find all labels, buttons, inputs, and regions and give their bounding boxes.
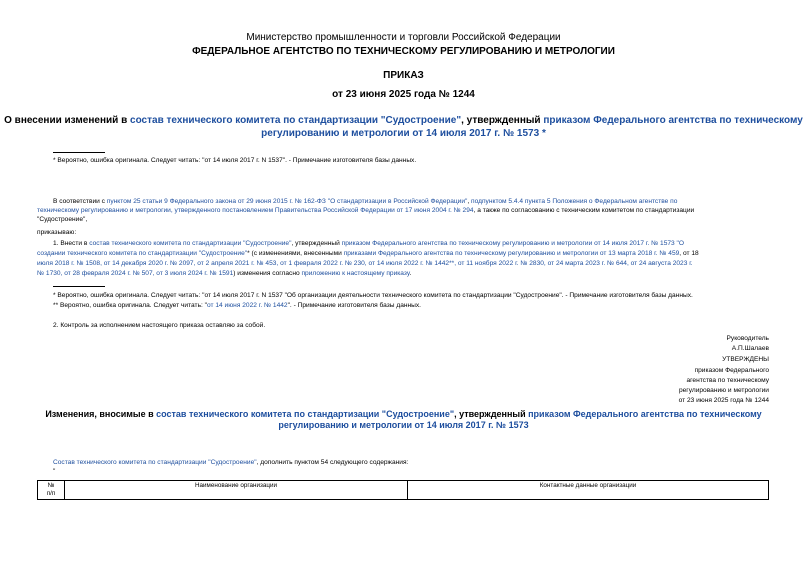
item1-text-3: * (с изменениями, внесенными bbox=[247, 250, 344, 257]
link-order-1442[interactable]: от 14 июня 2022 г. № 1442 bbox=[207, 302, 288, 309]
col-number-sublabel: п/п bbox=[46, 490, 56, 497]
link-appendix[interactable]: приложению к настоящему приказу bbox=[301, 270, 410, 277]
footnote-divider bbox=[53, 152, 105, 153]
change-instruction-text: , дополнить пунктом 54 следующего содержания: bbox=[256, 459, 409, 466]
approval-line4: регулированию и метрологии bbox=[678, 387, 769, 394]
title-link-order[interactable]: приказом Федерального агентства по техническому bbox=[543, 115, 803, 126]
link-law-162fz[interactable]: пунктом 25 статьи 9 Федерального закона от 29 июня 2015 г. № 162-ФЗ "О стандартизации в Российской Федерации" bbox=[106, 198, 468, 205]
col-number-header bbox=[38, 481, 65, 500]
signature-position: Руководитель bbox=[726, 335, 769, 342]
footnote-mid-1: * Вероятно, ошибка оригинала. Следует читать: "от 14 июля 2017 г. N 1537 "Об организации деятельности технического комитета по стандартизации "Судостроение". - Примечание изготовителя базы данных. bbox=[53, 292, 693, 299]
ministry-name: Министерство промышленности и торговли Российской Федерации bbox=[246, 32, 561, 43]
title-mid: , утвержденный bbox=[461, 115, 544, 126]
col-number-label: № bbox=[47, 482, 55, 489]
link-committee-composition-2[interactable]: Состав технического комитета по стандартизации "Судостроение" bbox=[53, 459, 257, 466]
item1-text-5: ) изменения согласно bbox=[233, 270, 302, 277]
footnote-divider-2 bbox=[53, 286, 105, 287]
link-amendments-list[interactable]: июля 2018 г. № 1508, от 14 декабря 2020 г. № 2097, от 2 апреля 2021 г. № 453, от 1 февраля 2022 г. № 230, от 14 июля 2022 г. № 1442**, от 11 ноября 2022 г. № 2830, от 24 марта 2023 г. № 644, от 24 августа 2023 г. bbox=[37, 260, 693, 267]
footnote-top: * Вероятно, ошибка оригинала. Следует читать: "от 14 июля 2017 г. N 1537". - Примечание изготовителя базы данных. bbox=[53, 157, 417, 164]
changes-title bbox=[0, 409, 807, 419]
preamble-comma: , bbox=[467, 198, 472, 205]
changes-link-order[interactable]: приказом Федерального агентства по техническому bbox=[528, 409, 762, 419]
changes-title-prefix: Изменения, вносимые в bbox=[45, 409, 157, 419]
table-header-row bbox=[38, 481, 769, 500]
signature-name: А.П.Шалаев bbox=[731, 345, 769, 352]
footnote-mid-2-text: ** Вероятно, ошибка оригинала. Следует читать: " bbox=[53, 302, 208, 309]
item1-line1 bbox=[53, 240, 684, 247]
link-government-decree-294[interactable]: техническому регулированию и метрологии, утвержденного постановлением Правительства Российской Федерации от 17 июня 2004 г. № 294 bbox=[37, 207, 474, 214]
preamble-line1 bbox=[53, 198, 677, 205]
changes-title-mid: , утвержденный bbox=[454, 409, 529, 419]
approval-line2: приказом Федерального bbox=[694, 367, 769, 374]
preamble-text: В соответствии с bbox=[53, 198, 107, 205]
document-date: от 23 июня 2025 года № 1244 bbox=[332, 89, 475, 100]
item1-period: . bbox=[409, 270, 412, 277]
preamble-text-2: , а также по согласованию с техническим комитетом по стандартизации bbox=[473, 207, 695, 214]
changes-link-order-cont[interactable]: регулированию и метрологии от 14 июля 2017 г. № 1573 bbox=[278, 420, 529, 430]
change-instruction bbox=[53, 459, 408, 466]
document-type: ПРИКАЗ bbox=[383, 70, 424, 81]
preamble-order-word: приказываю: bbox=[37, 229, 77, 236]
approval-date: от 23 июня 2025 года № 1244 bbox=[678, 397, 769, 404]
agency-name: ФЕДЕРАЛЬНОЕ АГЕНТСТВО ПО ТЕХНИЧЕСКОМУ РЕГУЛИРОВАНИЮ И МЕТРОЛОГИИ bbox=[192, 46, 615, 57]
approval-heading: УТВЕРЖДЕНЫ bbox=[722, 356, 769, 363]
title-prefix: О внесении изменений в bbox=[4, 115, 131, 126]
preamble-line3: "Судостроение", bbox=[37, 216, 88, 223]
organizations-table bbox=[37, 480, 769, 500]
link-regulation-5-4-4[interactable]: подпунктом 5.4.4 пункта 5 Положения о Федеральном агентстве по bbox=[471, 198, 678, 205]
footnote-mid-2-text-2: ". - Примечание изготовителя базы данных. bbox=[287, 302, 422, 309]
link-amendments-list-cont[interactable]: № 1730, от 28 февраля 2024 г. № 507, от 3 июля 2024 г. № 1591 bbox=[37, 270, 234, 277]
footnote-mid-2 bbox=[53, 302, 421, 309]
item1-line4 bbox=[37, 270, 411, 277]
approval-line3: агентства по техническому bbox=[686, 377, 769, 384]
link-committee-composition[interactable]: состав технического комитета по стандартизации "Судостроение" bbox=[89, 240, 292, 247]
link-order-459[interactable]: приказами Федерального агентства по техническому регулированию и метрологии от 13 марта 2018 г. № 459 bbox=[343, 250, 680, 257]
changes-link-committee[interactable]: состав технического комитета по стандартизации "Судостроение" bbox=[156, 409, 455, 419]
link-order-1573[interactable]: приказом Федерального агентства по техническому регулированию и метрологии от 14 июля 2017 г. № 1573 "О bbox=[341, 240, 685, 247]
item1-line2 bbox=[37, 250, 699, 257]
item1-text: 1. Внести в bbox=[53, 240, 90, 247]
title-link-order-cont[interactable]: регулированию и метрологии от 14 июля 2017 г. № 1573 * bbox=[261, 128, 546, 139]
col-organization-header: Наименование организации bbox=[65, 481, 408, 500]
item2: 2. Контроль за исполнением настоящего приказа оставляю за собой. bbox=[53, 322, 266, 329]
title-link-committee[interactable]: состав технического комитета по стандартизации "Судостроение" bbox=[130, 115, 462, 126]
changes-title-line2 bbox=[0, 420, 807, 430]
preamble-line2 bbox=[37, 207, 694, 214]
order-title-line2 bbox=[0, 128, 807, 139]
item1-text-4: , от 18 bbox=[679, 250, 699, 257]
item1-line3 bbox=[37, 260, 693, 267]
change-quote-mark: " bbox=[53, 468, 56, 475]
item1-text-2: , утвержденный bbox=[291, 240, 342, 247]
order-title bbox=[0, 115, 807, 126]
link-committee-creation[interactable]: создании технического комитета по стандартизации "Судостроение" bbox=[37, 250, 248, 257]
col-contacts-header: Контактные данные организации bbox=[408, 481, 769, 500]
